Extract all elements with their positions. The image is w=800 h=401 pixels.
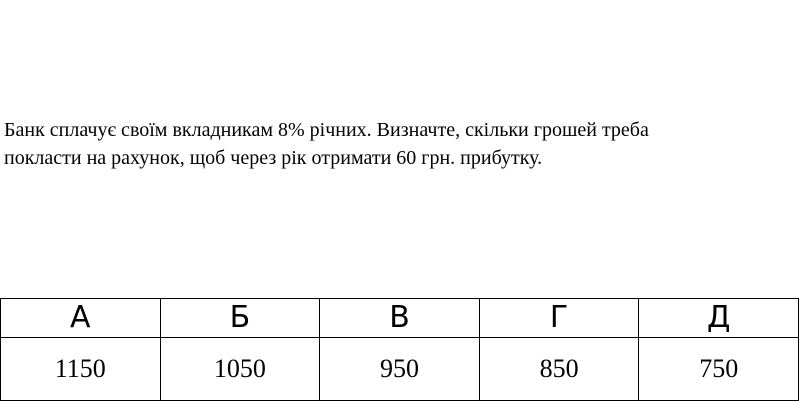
option-value-v: 950 (320, 338, 480, 401)
option-letter-a: А (1, 299, 161, 338)
option-letter-v: В (320, 299, 480, 338)
problem-line-2: покласти на рахунок, щоб через рік отримати 60 грн. прибутку. (4, 147, 543, 169)
problem-statement (4, 116, 798, 172)
option-letter-g: Г (479, 299, 639, 338)
option-value-d: 750 (639, 338, 799, 401)
answer-options-table (0, 298, 799, 401)
answer-values-row (1, 338, 799, 401)
option-letter-d: Д (639, 299, 799, 338)
option-value-a: 1150 (1, 338, 161, 401)
option-value-g: 850 (479, 338, 639, 401)
answer-letters-row (1, 299, 799, 338)
option-letter-b: Б (160, 299, 320, 338)
option-value-b: 1050 (160, 338, 320, 401)
problem-line-1: Банк сплачує своїм вкладникам 8% річних. Визначте, скільки грошей треба (4, 119, 649, 141)
